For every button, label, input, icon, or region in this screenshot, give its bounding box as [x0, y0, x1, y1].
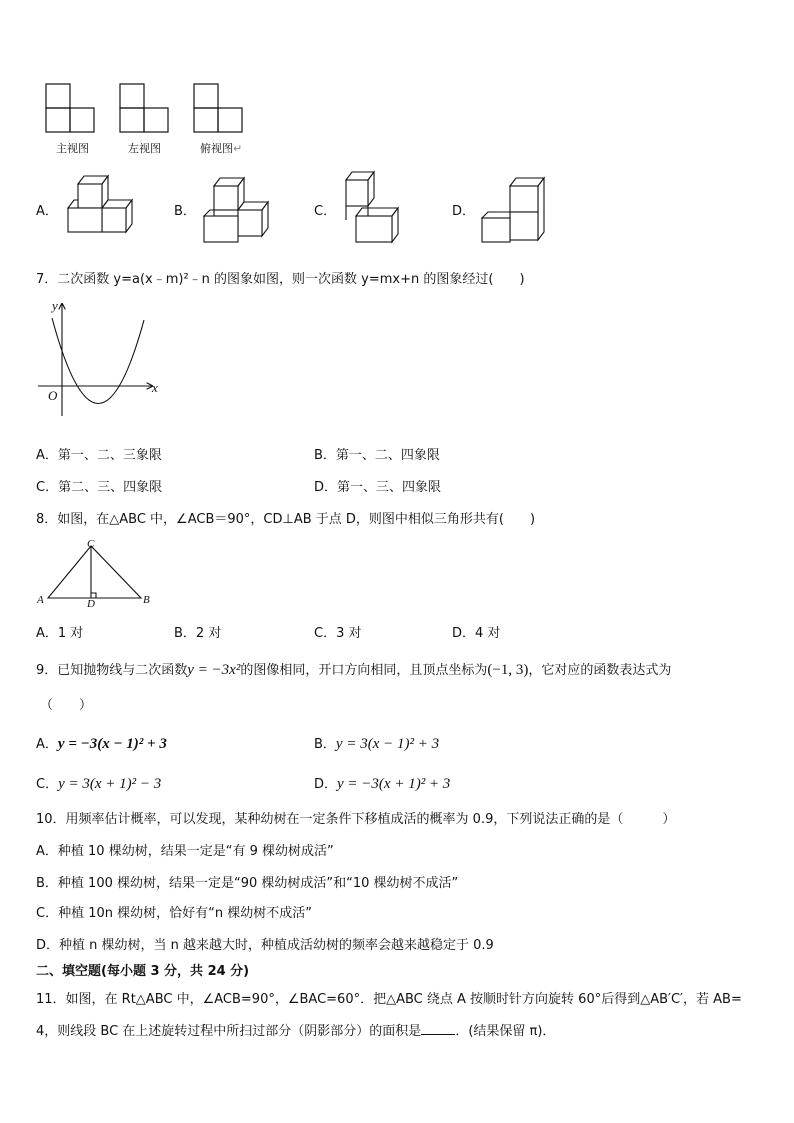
q11-answer-blank[interactable] — [421, 1022, 455, 1035]
q10-option-b-letter: B． — [36, 876, 58, 891]
q6-option-b-letter[interactable]: B． — [174, 204, 196, 219]
q9-stem-b: 的图像相同，开口方向相同，且顶点坐标为 — [240, 663, 488, 678]
q7-x-label: x — [152, 380, 158, 395]
front-view-figure — [44, 82, 104, 142]
q8-label-d: D — [87, 598, 95, 610]
q9-stem — [36, 662, 671, 679]
q10-option-c-text: 种植 10n 棵幼树，恰好有“n 棵幼树不成活” — [58, 906, 312, 921]
q7-parabola-curve — [52, 318, 144, 404]
top-view-label: 俯视图 — [200, 142, 233, 155]
q10-option-a[interactable] — [36, 844, 334, 860]
q6-option-a-letter[interactable]: A． — [36, 204, 58, 219]
q8-label-a: A — [37, 594, 44, 606]
q7-option-d-letter: D． — [314, 480, 338, 495]
top-view-figure — [192, 82, 252, 142]
q10-option-c-letter: C． — [36, 906, 59, 921]
q7-option-d-text: 第一、三、四象限 — [337, 480, 442, 495]
q8-option-c-letter: C． — [314, 626, 337, 641]
left-view-label: 左视图 — [128, 142, 161, 155]
q9-option-a-letter: A． — [36, 737, 58, 752]
q7-option-c[interactable] — [36, 480, 162, 496]
q9-option-c-letter: C． — [36, 777, 59, 792]
q9-option-b[interactable] — [314, 736, 439, 753]
q11-line2 — [36, 1022, 555, 1040]
q9-option-d-letter: D． — [314, 777, 338, 792]
q9-stem-c: ，它对应的函数表达式为 — [528, 663, 672, 678]
q7-option-c-letter: C． — [36, 480, 59, 495]
q9-stem-point: (−1, 3) — [487, 662, 529, 678]
q9-option-c-formula: y = 3(x + 1)² − 3 — [58, 776, 162, 792]
q8-option-d[interactable] — [452, 626, 500, 642]
q9-option-c[interactable] — [36, 776, 161, 793]
q7-stem: 7．二次函数 y=a(x﹣m)²﹣n 的图象如图，则一次函数 y=mx+n 的图象经过( ) — [36, 272, 525, 287]
q7-option-a[interactable] — [36, 448, 162, 464]
q9-option-d-formula: y = −3(x + 1)² + 3 — [337, 776, 451, 792]
q8-label-b: B — [143, 594, 150, 606]
q7-y-label: y — [52, 298, 58, 313]
q8-option-d-text: 4 对 — [475, 626, 501, 641]
q8-stem: 8．如图，在△ABC 中，∠ACB＝90°，CD⊥AB 于点 D，则图中相似三角形共有( ) — [36, 512, 536, 527]
q7-option-a-text: 第一、二、三象限 — [57, 448, 162, 463]
q10-option-b-text: 种植 100 棵幼树，结果一定是“90 棵幼树成活”和“10 棵幼树不成活” — [57, 876, 459, 891]
q10-option-d[interactable] — [36, 938, 494, 954]
q6-option-c-solid — [344, 170, 414, 250]
q8-option-d-letter: D． — [452, 626, 476, 641]
q10-option-d-letter: D． — [36, 938, 60, 953]
q9-paren: （ ） — [40, 698, 93, 713]
q10-option-d-text: 种植 n 棵幼树，当 n 越来越大时，种植成活幼树的频率会越来越稳定于 0.9 — [59, 938, 494, 953]
q10-stem: 10．用频率估计概率，可以发现，某种幼树在一定条件下移植成活的概率为 0.9，下列说法正确的是（ ） — [36, 812, 676, 827]
q11-line2b: ．(结果保留 π)． — [455, 1024, 556, 1039]
q11-line2a: 4，则线段 BC 在上述旋转过程中所扫过部分（阴影部分）的面积是 — [36, 1024, 422, 1039]
q11-line1: 11．如图，在 Rt△ABC 中，∠ACB=90°，∠BAC=60°．把△ABC 绕点 A 按顺时针方向旋转 60°后得到△AB′C′，若 AB= — [36, 992, 742, 1007]
q8-triangle-figure — [40, 540, 150, 610]
q9-option-a-formula: y = −3(x − 1)² + 3 — [57, 736, 167, 752]
q7-origin-label: O — [48, 388, 58, 403]
section2-title: 二、填空题(每小题 3 分，共 24 分) — [36, 964, 250, 979]
q6-option-d-solid — [480, 176, 560, 248]
front-view-label: 主视图 — [56, 142, 89, 155]
q7-option-b-text: 第一、二、四象限 — [335, 448, 440, 463]
left-view-figure — [118, 82, 178, 142]
return-mark: ↵ — [233, 142, 243, 155]
q7-option-d[interactable] — [314, 480, 441, 496]
q10-option-a-letter: A． — [36, 844, 58, 859]
q8-option-b-text: 2 对 — [195, 626, 222, 641]
q10-option-b[interactable] — [36, 876, 458, 892]
q8-label-c: C — [87, 538, 95, 550]
q7-option-b-letter: B． — [314, 448, 336, 463]
q8-option-c[interactable] — [314, 626, 361, 642]
q8-option-a[interactable] — [36, 626, 83, 642]
q10-option-c[interactable] — [36, 906, 312, 922]
q9-option-b-formula: y = 3(x − 1)² + 3 — [335, 736, 440, 752]
q9-option-a[interactable] — [36, 736, 167, 753]
q8-option-a-letter: A． — [36, 626, 58, 641]
q8-option-a-text: 1 对 — [57, 626, 84, 641]
q6-option-c-letter[interactable]: C． — [314, 204, 337, 219]
q9-stem-formula: y = −3x² — [187, 662, 241, 678]
q6-option-d-letter[interactable]: D． — [452, 204, 476, 219]
q7-option-a-letter: A． — [36, 448, 58, 463]
q8-option-b-letter: B． — [174, 626, 196, 641]
q7-option-c-text: 第二、三、四象限 — [58, 480, 163, 495]
q6-option-b-solid — [202, 176, 272, 248]
q7-option-b[interactable] — [314, 448, 440, 464]
q9-option-b-letter: B． — [314, 737, 336, 752]
q9-stem-a: 9．已知抛物线与二次函数 — [36, 663, 188, 678]
q8-option-c-text: 3 对 — [336, 626, 362, 641]
q8-option-b[interactable] — [174, 626, 221, 642]
q6-option-a-solid — [66, 172, 136, 244]
q9-option-d[interactable] — [314, 776, 450, 793]
q10-option-a-text: 种植 10 棵幼树，结果一定是“有 9 棵幼树成活” — [57, 844, 334, 859]
